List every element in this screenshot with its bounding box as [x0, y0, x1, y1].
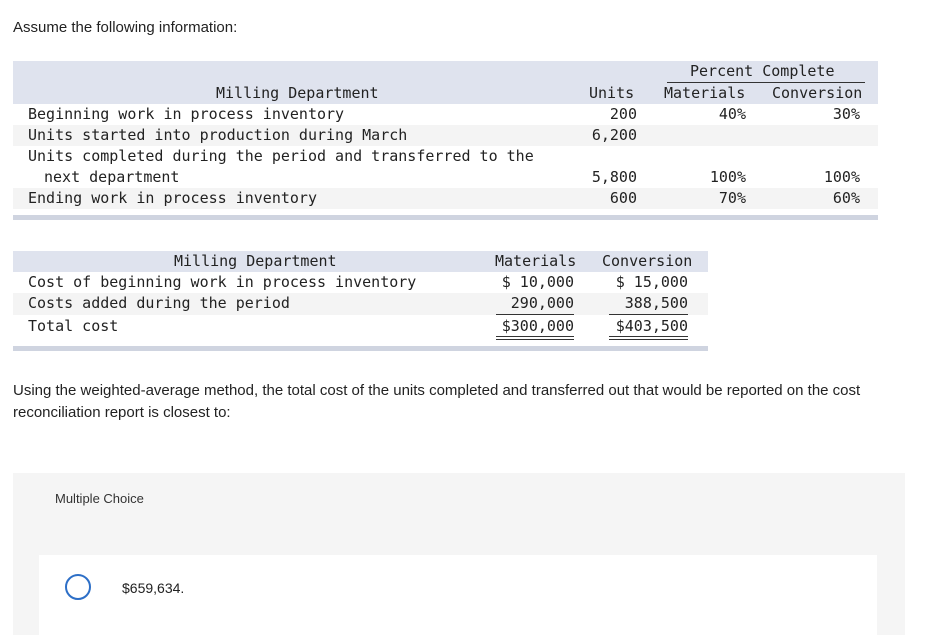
cost-row-label: Costs added during the period	[28, 294, 290, 312]
row-label: Units started into production during March	[28, 126, 408, 144]
units-table-department: Milling Department	[216, 84, 379, 102]
cost-row-materials: $300,000	[501, 317, 574, 335]
radio-button-icon[interactable]	[65, 574, 91, 600]
row-label-continued: next department	[44, 168, 180, 186]
cost-row-label: Cost of beginning work in process inventory	[28, 273, 417, 291]
units-table-bottom-rule	[13, 215, 878, 220]
row-label: Beginning work in process inventory	[28, 105, 345, 123]
multiple-choice-label: Multiple Choice	[55, 491, 144, 506]
cost-row-label: Total cost	[28, 317, 119, 335]
question-text: Using the weighted-average method, the total cost of the units completed and transferred out that would be reported on the cost reconciliation report is closest to:	[13, 382, 861, 421]
cost-table-department: Milling Department	[174, 252, 337, 270]
conversion-subtotal-rule	[609, 314, 688, 315]
col-conversion-header: Conversion	[772, 84, 863, 102]
materials-total-double-rule	[496, 336, 574, 340]
cost-col-conversion-header: Conversion	[602, 252, 693, 270]
row-conversion-pct: 100%	[823, 168, 860, 186]
materials-subtotal-rule	[496, 314, 574, 315]
intro-text: Assume the following information:	[13, 19, 238, 36]
row-units: 200	[609, 105, 637, 123]
row-units: 600	[609, 189, 637, 207]
row-materials-pct: 40%	[718, 105, 746, 123]
row-label: Ending work in process inventory	[28, 189, 317, 207]
cost-row-materials: 290,000	[510, 294, 574, 312]
multiple-choice-panel	[13, 473, 905, 635]
cost-table-bottom-rule	[13, 346, 708, 351]
cost-row-conversion: $403,500	[615, 317, 688, 335]
cost-col-materials-header: Materials	[495, 252, 577, 270]
row-materials-pct: 100%	[709, 168, 746, 186]
choice-option-1[interactable]	[39, 555, 877, 635]
row-materials-pct: 70%	[718, 189, 746, 207]
conversion-total-double-rule	[609, 336, 688, 340]
col-materials-header: Materials	[664, 84, 746, 102]
percent-complete-heading: Percent Complete	[690, 62, 835, 80]
cost-row-conversion: $ 15,000	[615, 273, 688, 291]
col-units-header: Units	[589, 84, 635, 102]
row-units: 6,200	[591, 126, 637, 144]
cost-row-conversion: 388,500	[624, 294, 688, 312]
row-units: 5,800	[591, 168, 637, 186]
choice-option-text[interactable]: $659,634.	[122, 580, 185, 596]
percent-complete-underline	[667, 82, 865, 83]
row-label: Units completed during the period and transferred to the	[28, 147, 534, 165]
row-conversion-pct: 60%	[832, 189, 860, 207]
row-conversion-pct: 30%	[832, 105, 860, 123]
cost-row-materials: $ 10,000	[501, 273, 574, 291]
